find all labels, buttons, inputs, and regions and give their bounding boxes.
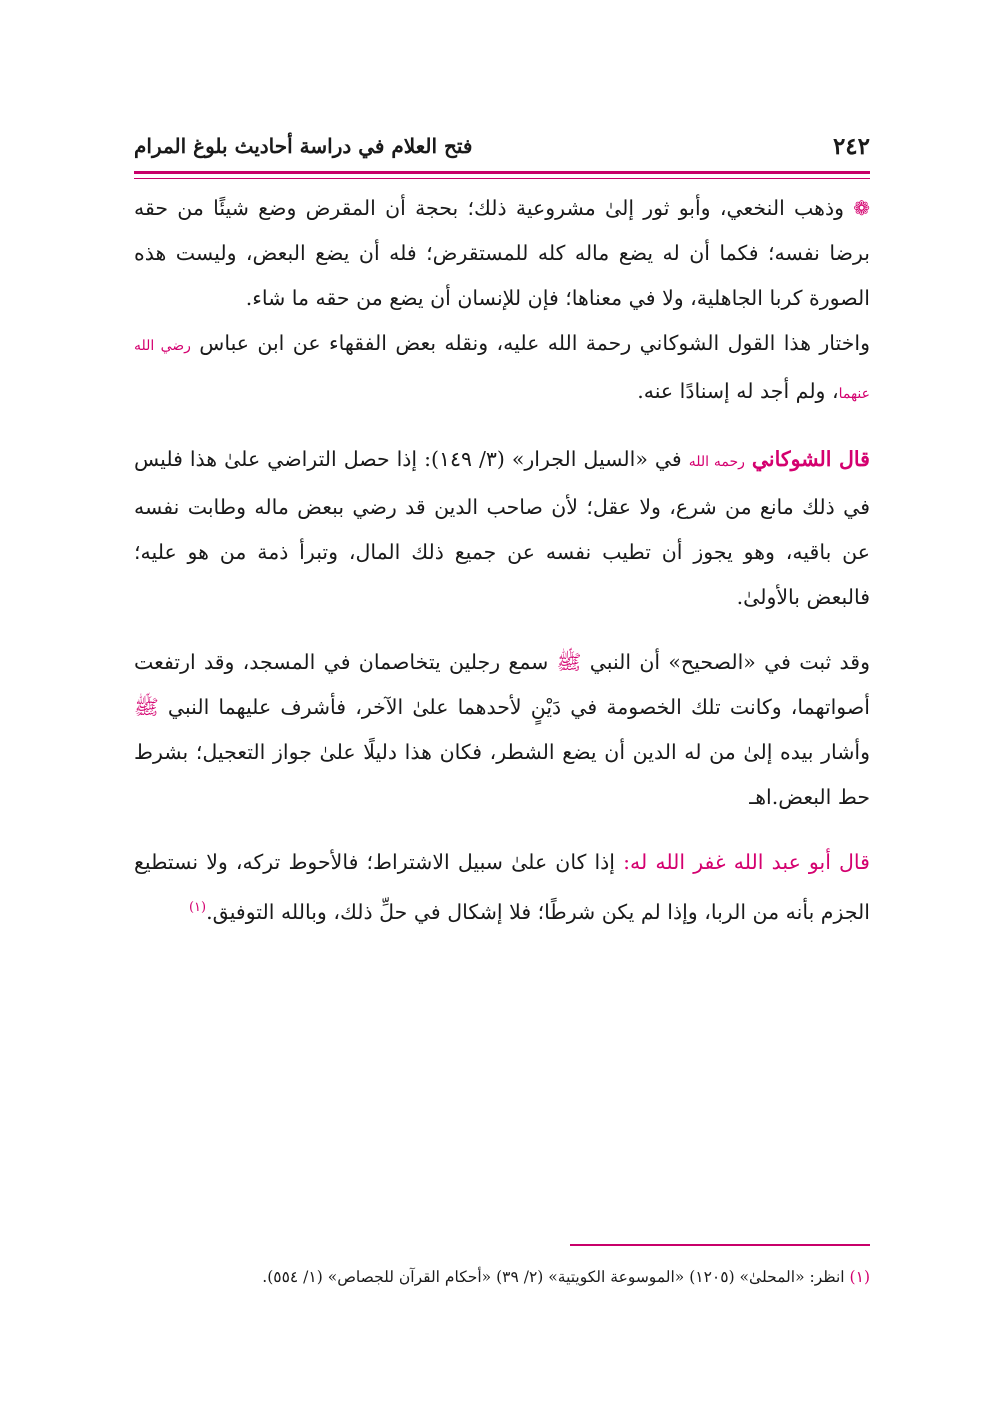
paragraph-2 — [134, 321, 870, 417]
paragraph-4-text-c: وأشار بيده إلىٰ من له الدين أن يضع الشطر، فكان هذا دليلًا علىٰ جواز التعجيل؛ بشرط حط البعض.اهـ — [134, 740, 870, 809]
paragraph-4 — [134, 640, 870, 820]
footnote-rule — [570, 1244, 870, 1246]
main-text — [134, 186, 870, 935]
paragraph-4-text-a: وقد ثبت في «الصحيح» أن النبي — [589, 650, 870, 674]
footnote — [134, 1262, 870, 1292]
salawat-glyph-icon: ﷺ — [556, 650, 582, 674]
page-header — [134, 126, 870, 166]
paragraph-3 — [134, 437, 870, 620]
footnote-reference[interactable]: (١) — [188, 900, 207, 915]
footnote-number: (١) — [849, 1268, 870, 1286]
paragraph-2-tail: ، ولم أجد له إسنادًا عنه. — [637, 379, 839, 403]
footnote-text: انظر: «المحلىٰ» (١٢٠٥) «الموسوعة الكويتية» (٢/ ٣٩) «أحكام القرآن للجصاص» (١/ ٥٥٤). — [262, 1268, 845, 1286]
flower-ornament-icon: ❁ — [853, 196, 870, 220]
header-rule-thin — [134, 178, 870, 179]
paragraph-2-text: واختار هذا القول الشوكاني رحمة الله عليه، ونقله بعض الفقهاء عن ابن عباس — [199, 331, 870, 355]
paragraph-3-text: في «السيل الجرار» (٣/ ١٤٩): إذا حصل التراضي علىٰ هذا فليس في ذلك مانع من شرع، ولا عقل؛ لأن صاحب الدين قد رضي ببعض ماله وطابت نفسه عن باقيه، وهو يجوز أن تطيب نفسه عن جميع ذلك المال، وتبرأ ذمة من هو عليه؛ فالبعض بالأولىٰ. — [134, 447, 870, 609]
paragraph-1 — [134, 186, 870, 321]
quote-lead: قال الشوكاني — [751, 447, 870, 471]
author-comment-lead: قال أبو عبد الله غفر الله له: — [623, 850, 870, 874]
paragraph-1-text: وذهب النخعي، وأبو ثور إلىٰ مشروعية ذلك؛ بحجة أن المقرض وضع شيئًا من حقه برضا نفسه؛ فكما أن له يضع ماله كله للمستقرض؛ فله أن يضع البعض، وليست هذه الصورة كربا الجاهلية، ولا في معناها؛ فإن للإنسان أن يضع من حقه ما شاء. — [134, 196, 870, 310]
paragraph-4-text-b: سمع رجلين يتخاصمان في المسجد، وقد ارتفعت أصواتهما، وكانت تلك الخصومة في دَيْنٍ لأحدهما علىٰ الآخر، فأشرف عليهما النبي — [134, 650, 870, 719]
paragraph-5-text: إذا كان علىٰ سبيل الاشتراط؛ فالأحوط تركه، ولا نستطيع الجزم بأنه من الربا، وإذا لم يكن شرطًا؛ فلا إشكال في حلِّ ذلك، وبالله التوفيق. — [134, 850, 870, 924]
header-rule-thick — [134, 171, 870, 174]
running-title: فتح العلام في دراسة أحاديث بلوغ المرام — [134, 134, 473, 158]
paragraph-5 — [134, 840, 870, 935]
page-number: ٢٤٢ — [832, 132, 870, 160]
honorific-radiallahu: رضي الله عنهما — [134, 338, 870, 402]
salawat-glyph-icon: ﷺ — [134, 695, 159, 719]
honorific-rahimahullah: رحمه الله — [688, 454, 745, 470]
